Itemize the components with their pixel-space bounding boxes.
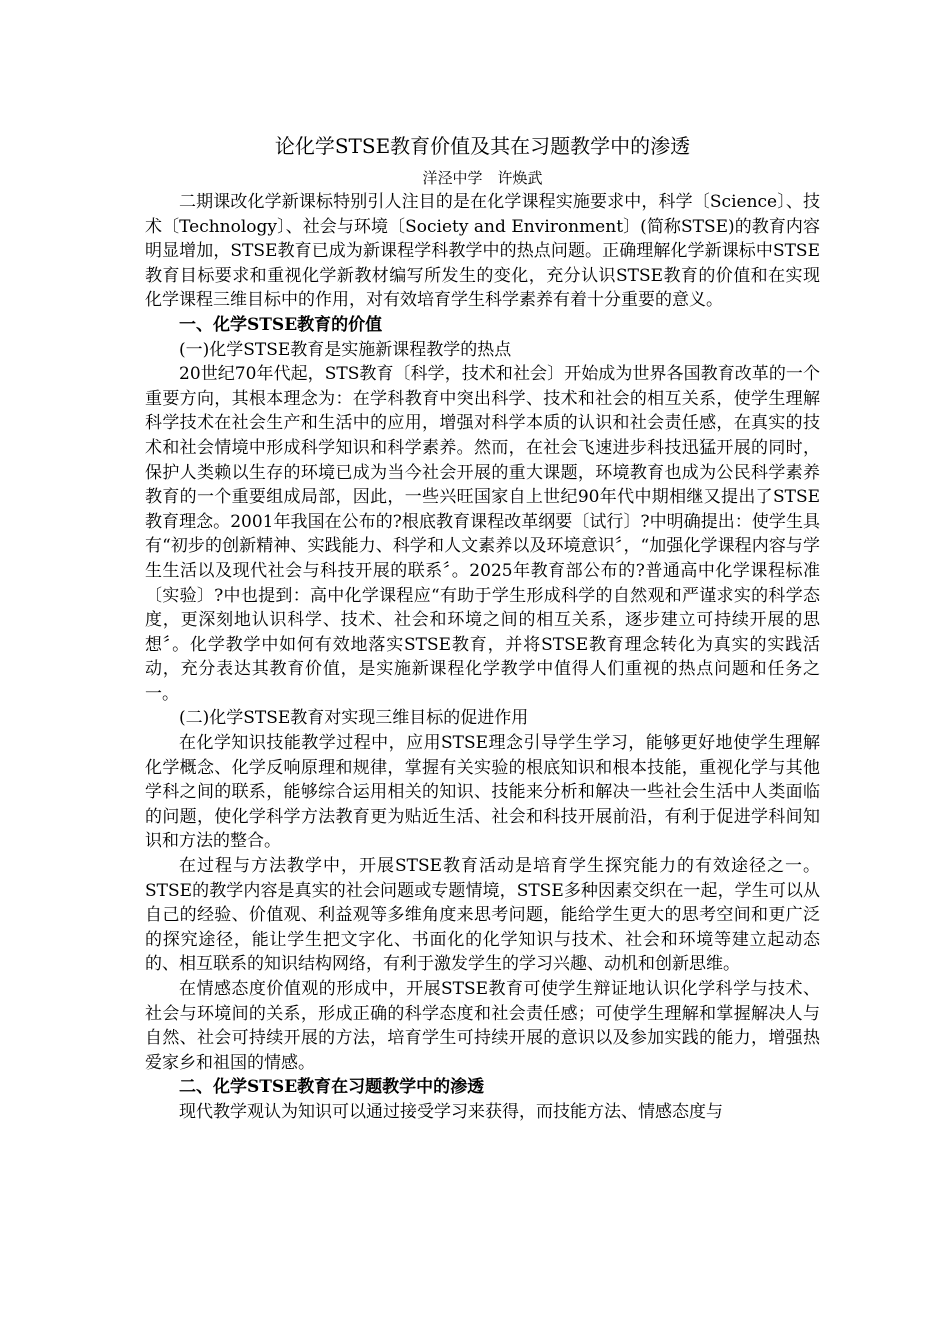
subsection-heading: (一)化学STSE教育是实施新课程教学的热点 (179, 339, 512, 360)
subsection-heading: (二)化学STSE教育对实现三维目标的促进作用 (179, 708, 529, 729)
document-title: 论化学STSE教育价值及其在习题教学中的渗透 (274, 134, 691, 158)
body-paragraph: 在过程与方法教学中，开展STSE教育活动是培育学生探究能力的有效途径之一。STSE的教学内容是真实的社会问题或专题情境，STSE多种因素交织在一起，学生可以从自己的经验、价值观、利益观等多维角度来思考问题，能给学生更大的思考空间和更广泛的探究途径，能让学生把文字化、书面化的化学知识与技术、社会和环境等建立起动态的、相互联系的知识结构网络，有利于激发学生的学习兴趣、动机和创新思维。 (145, 856, 820, 975)
body-paragraph: 现代教学观认为知识可以通过接受学习来获得，而技能方法、情感态度与 (179, 1101, 723, 1122)
section-heading: 二、化学STSE教育在习题教学中的渗透 (179, 1077, 485, 1098)
section-heading: 一、化学STSE教育的价值 (179, 314, 383, 335)
body-paragraph: 二期课改化学新课标特别引人注目的是在化学课程实施要求中，科学〔Science〕、技术〔Technology〕、社会与环境〔Society and Environment〕(简称STSE)的教育内容明显增加，STSE教育已成为新课程学科教学中的热点问题。正确理解化学新课标中STSE教育目标要求和重视化学新教材编写所发生的变化，充分认识STSE教育的价值和在实现化学课程三维目标中的作用，对有效培育学生科学素养有着十分重要的意义。 (145, 192, 820, 311)
document-page (145, 132, 820, 1125)
document-body (145, 190, 820, 1125)
body-paragraph: 20世纪70年代起，STS教育〔科学，技术和社会〕开始成为世界各国教育改革的一个重要方向，其根本理念为：在学科教育中突出科学、技术和社会的相互关系，使学生理解科学技术在社会生产和生活中的应用，增强对科学本质的认识和社会责任感，在真实的技术和社会情境中形成科学知识和科学素养。然而，在社会飞速进步科技迅猛开展的同时，保护人类赖以生存的环境已成为当今社会开展的重大课题，环境教育也成为公民科学素养教育的一个重要组成局部，因此，一些兴旺国家自上世纪90年代中期相继又提出了STSE教育理念。2001年我国在公布的?根底教育课程改革纲要〔试行〕?中明确提出：使学生具有“初步的创新精神、实践能力、科学和人文素养以及环境意识〞，“加强化学课程内容与学生生活以及现代社会与科技开展的联系〞。2025年教育部公布的?普通高中化学课程标准〔实验〕?中也提到：高中化学课程应“有助于学生形成科学的自然观和严谨求实的科学态度，更深刻地认识科学、技术、社会和环境之间的相互关系，逐步建立可持续开展的思想〞。化学教学中如何有效地落实STSE教育，并将STSE教育理念转化为真实的实践活动，充分表达其教育价值，是实施新课程化学教学中值得人们重视的热点问题和任务之一。 (145, 364, 820, 704)
author-byline: 洋泾中学 许焕武 (422, 169, 543, 187)
body-paragraph: 在化学知识技能教学过程中，应用STSE理念引导学生学习，能够更好地使学生理解化学概念、化学反响原理和规律，掌握有关实验的根底知识和根本技能，重视化学与其他学科之间的联系，能够综合运用相关的知识、技能来分析和解决一些社会生活中人类面临的问题，使化学科学方法教育更为贴近生活、社会和科技开展前沿，有利于促进学科间知识和方法的整合。 (145, 733, 820, 852)
body-paragraph: 在情感态度价值观的形成中，开展STSE教育可使学生辩证地认识化学科学与技术、社会与环境间的关系，形成正确的科学态度和社会责任感；可使学生理解和掌握解决人与自然、社会可持续开展的方法，培育学生可持续开展的意识以及参加实践的能力，增强热爱家乡和祖国的情感。 (145, 979, 820, 1073)
